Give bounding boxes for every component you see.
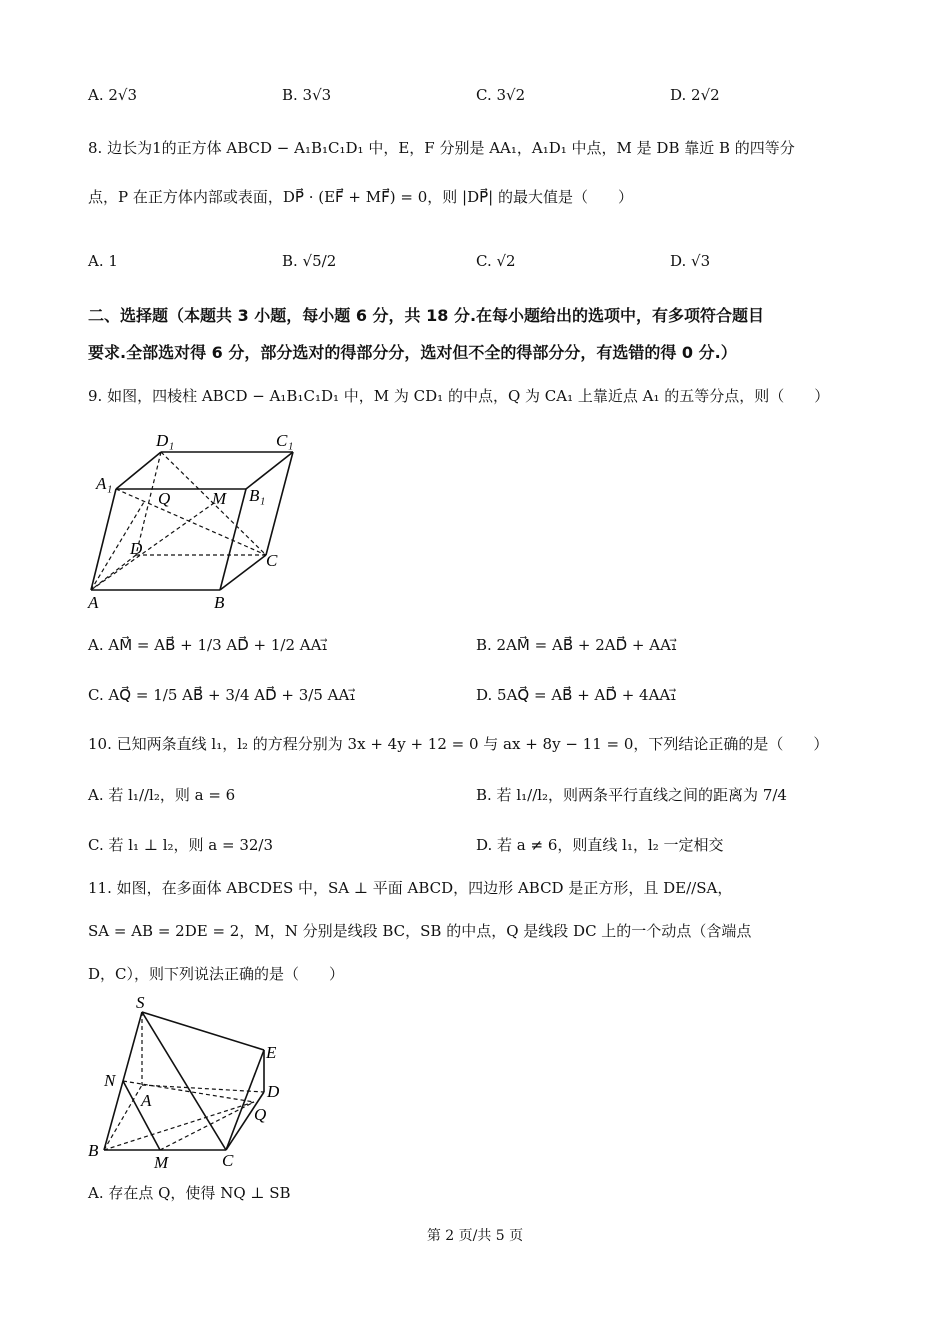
q9-label-B: B bbox=[214, 593, 225, 612]
q9-option-c: C. AQ⃗ = 1/5 AB⃗ + 3/4 AD⃗ + 3/5 AA₁⃗ bbox=[88, 686, 356, 704]
q8-option-b: B. √5/2 bbox=[282, 252, 337, 270]
q9-prism-figure bbox=[86, 428, 316, 618]
q11-label-Q: Q bbox=[254, 1105, 267, 1124]
q10-option-c: C. 若 l₁ ⊥ l₂，则 a = 32/3 bbox=[88, 836, 274, 854]
q7-option-c: C. 3√2 bbox=[476, 86, 526, 104]
q9-label-D: D bbox=[130, 539, 143, 558]
q11-stem-line2: SA = AB = 2DE = 2，M，N 分别是线段 BC，SB 的中点，Q 是线段 DC 上的一个动点（含端点 bbox=[88, 922, 752, 940]
q8-stem-line2: 点，P 在正方体内部或表面，DP⃗ · (EF⃗ + MF⃗) = 0，则 |DP⃗| 的最大值是（ ） bbox=[88, 188, 633, 206]
q9-stem: 9. 如图，四棱柱 ABCD − A₁B₁C₁D₁ 中，M 为 CD₁ 的中点，Q 为 CA₁ 上靠近点 A₁ 的五等分点，则（ ） bbox=[88, 387, 830, 405]
q10-option-a: A. 若 l₁//l₂，则 a = 6 bbox=[88, 786, 236, 804]
q10-stem: 10. 已知两条直线 l₁，l₂ 的方程分别为 3x + 4y + 12 = 0 与 ax + 8y − 11 = 0，下列结论正确的是（ ） bbox=[88, 735, 829, 753]
q9-option-a: A. AM⃗ = AB⃗ + 1/3 AD⃗ + 1/2 AA₁⃗ bbox=[88, 636, 328, 654]
page-footer: 第 2 页/共 5 页 bbox=[426, 1228, 524, 1244]
q10-option-b: B. 若 l₁//l₂，则两条平行直线之间的距离为 7/4 bbox=[476, 786, 787, 804]
q7-option-b: B. 3√3 bbox=[282, 86, 332, 104]
q11-label-A: A bbox=[141, 1091, 152, 1110]
q11-label-M: M bbox=[154, 1153, 169, 1172]
q9-label-Q: Q bbox=[158, 489, 171, 508]
q11-option-a: A. 存在点 Q，使得 NQ ⊥ SB bbox=[88, 1184, 291, 1202]
q9-label-A1: A₁ bbox=[96, 474, 113, 493]
q11-stem-line3: D，C），则下列说法正确的是（ ） bbox=[88, 965, 345, 983]
q9-label-A: A bbox=[88, 593, 99, 612]
q9-label-B1: B₁ bbox=[249, 486, 266, 505]
q7-option-d: D. 2√2 bbox=[670, 86, 720, 104]
q10-option-d: D. 若 a ≠ 6，则直线 l₁，l₂ 一定相交 bbox=[476, 836, 724, 854]
q7-option-a: A. 2√3 bbox=[88, 86, 138, 104]
section-heading-line2: 要求.全部选对得 6 分，部分选对的得部分分，选对但不全的得部分分，有选错的得 0 分.） bbox=[88, 343, 737, 362]
q9-option-d: D. 5AQ⃗ = AB⃗ + AD⃗ + 4AA₁⃗ bbox=[476, 686, 677, 704]
q8-option-a: A. 1 bbox=[88, 252, 118, 270]
q8-option-d: D. √3 bbox=[670, 252, 711, 270]
q8-option-c: C. √2 bbox=[476, 252, 516, 270]
q8-stem-line1: 8. 边长为1的正方体 ABCD − A₁B₁C₁D₁ 中，E，F 分别是 AA₁，A₁D₁ 中点，M 是 DB 靠近 B 的四等分 bbox=[88, 139, 795, 157]
q11-label-C: C bbox=[222, 1151, 234, 1170]
q11-label-N: N bbox=[104, 1071, 116, 1090]
q11-stem-line1: 11. 如图，在多面体 ABCDES 中，SA ⊥ 平面 ABCD，四边形 ABCD 是正方形，且 DE//SA， bbox=[88, 879, 733, 897]
q9-label-D1: D₁ bbox=[156, 431, 175, 450]
q9-option-b: B. 2AM⃗ = AB⃗ + 2AD⃗ + AA₁⃗ bbox=[476, 636, 677, 654]
q9-label-C1: C₁ bbox=[276, 431, 294, 450]
q11-label-D: D bbox=[267, 1082, 280, 1101]
q9-label-C: C bbox=[266, 551, 278, 570]
q11-polyhedron-figure bbox=[86, 990, 296, 1175]
q11-label-B: B bbox=[88, 1141, 99, 1160]
q11-label-S: S bbox=[136, 993, 145, 1012]
section-heading-line1: 二、选择题（本题共 3 小题，每小题 6 分，共 18 分.在每小题给出的选项中，有多项符合题目 bbox=[88, 306, 765, 325]
q11-label-E: E bbox=[266, 1043, 277, 1062]
q9-label-M: M bbox=[212, 489, 227, 508]
